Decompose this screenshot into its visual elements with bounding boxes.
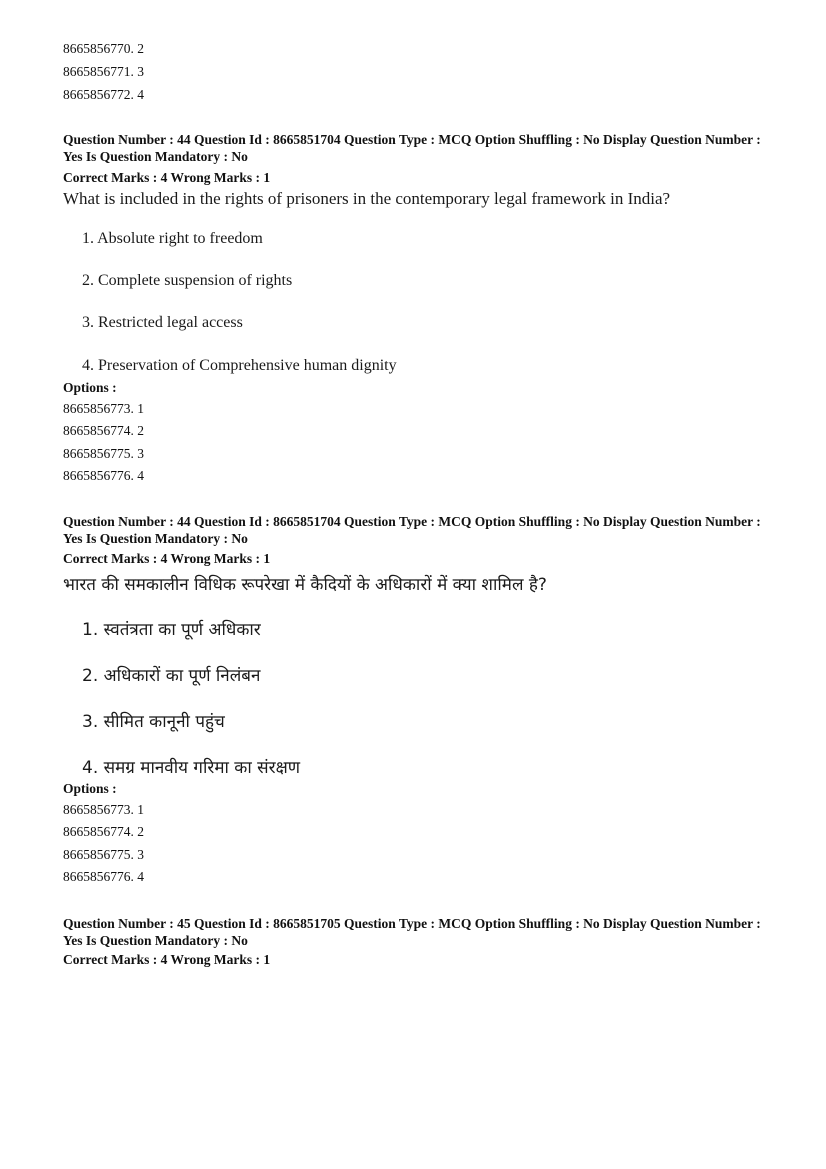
answer-choice: 3. Restricted legal access: [82, 314, 243, 331]
answer-choice: 4. समग्र मानवीय गरिमा का संरक्षण: [82, 758, 301, 778]
question-text: What is included in the rights of prisoners in the contemporary legal framework in India?: [63, 189, 671, 208]
option-line: 8665856774. 2: [63, 824, 144, 839]
question-marks: Correct Marks : 4 Wrong Marks : 1: [63, 551, 271, 566]
question-text: भारत की समकालीन विधिक रूपरेखा में कैदियों के अधिकारों में क्या शामिल है?: [63, 575, 547, 595]
option-line: 8665856770. 2: [63, 41, 144, 56]
option-line: 8665856776. 4: [63, 869, 144, 884]
option-line: 8665856772. 4: [63, 87, 144, 102]
option-line: 8665856776. 4: [63, 468, 144, 483]
question-marks: Correct Marks : 4 Wrong Marks : 1: [63, 170, 271, 185]
option-line: 8665856773. 1: [63, 802, 144, 817]
answer-choice: 3. सीमित कानूनी पहुंच: [82, 712, 225, 732]
question-marks: Correct Marks : 4 Wrong Marks : 1: [63, 952, 271, 967]
question-meta: Question Number : 44 Question Id : 8665851704 Question Type : MCQ Option Shuffling : No Display Question Number : Yes Is Question Mandatory : No: [63, 514, 761, 546]
option-line: 8665856773. 1: [63, 401, 144, 416]
option-line: 8665856775. 3: [63, 446, 144, 461]
answer-choice: 1. स्वतंत्रता का पूर्ण अधिकार: [82, 620, 261, 640]
option-line: 8665856774. 2: [63, 423, 144, 438]
option-line: 8665856775. 3: [63, 847, 144, 862]
question-meta: Question Number : 44 Question Id : 8665851704 Question Type : MCQ Option Shuffling : No Display Question Number : Yes Is Question Mandatory : No: [63, 132, 761, 164]
option-line: 8665856771. 3: [63, 64, 144, 79]
answer-choice: 2. Complete suspension of rights: [82, 272, 293, 289]
answer-choice: 4. Preservation of Comprehensive human dignity: [82, 357, 397, 374]
options-label: Options :: [63, 781, 117, 796]
question-meta: Question Number : 45 Question Id : 8665851705 Question Type : MCQ Option Shuffling : No Display Question Number : Yes Is Question Mandatory : No: [63, 916, 761, 948]
answer-choice: 1. Absolute right to freedom: [82, 230, 263, 247]
answer-choice: 2. अधिकारों का पूर्ण निलंबन: [82, 666, 261, 686]
options-label: Options :: [63, 380, 117, 395]
